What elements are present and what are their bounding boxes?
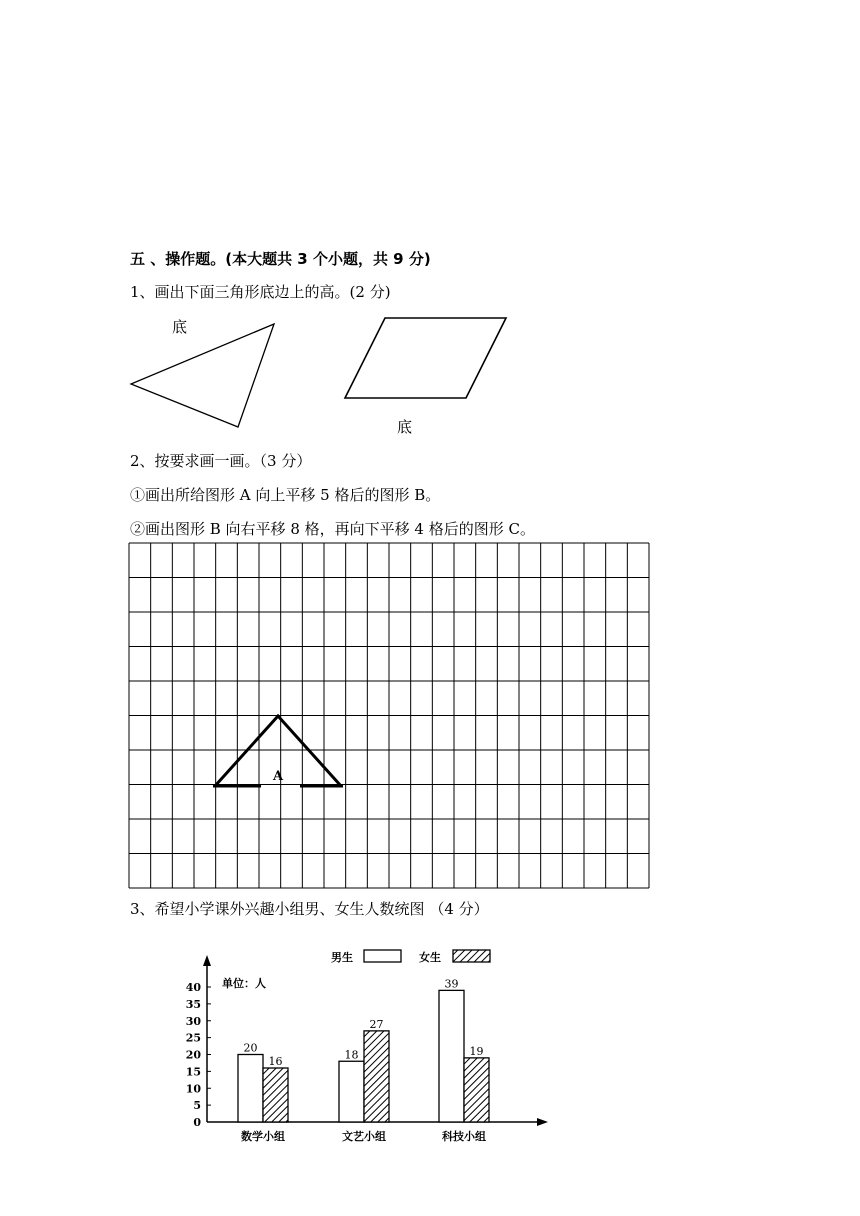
y-tick-label: 5 [193, 1099, 201, 1113]
legend-swatch-male [364, 950, 401, 962]
category-label: 文艺小组 [342, 1130, 386, 1143]
legend-label-male: 男生 [331, 951, 353, 964]
y-tick-label: 0 [193, 1116, 201, 1129]
bar-male [439, 990, 464, 1122]
unit-label: 单位：人 [222, 977, 266, 990]
bar-female [364, 1031, 389, 1122]
parallelogram-base-label: 底 [397, 418, 413, 436]
y-axis-arrow [203, 955, 211, 966]
q3-title: 3、希望小学课外兴趣小组男、女生人数统图 （4 分） [130, 900, 489, 918]
bar-male [238, 1055, 263, 1123]
triangle-base-label: 底 [172, 318, 188, 336]
y-tick-label: 35 [185, 997, 201, 1011]
y-tick-label: 25 [185, 1031, 201, 1045]
bar-female [464, 1058, 489, 1122]
q1-title: 1、画出下面三角形底边上的高。(2 分) [130, 283, 391, 301]
y-tick-label: 40 [185, 981, 201, 994]
bar-value-label: 16 [268, 1055, 283, 1068]
category-label: 数学小组 [241, 1130, 285, 1143]
section-heading: 五 、操作题。(本大题共 3 个小题，共 9 分) [130, 250, 431, 268]
q2-title: 2、按要求画一画。（3 分） [130, 452, 312, 470]
y-tick-label: 30 [185, 1014, 201, 1028]
bar-value-label: 27 [369, 1017, 384, 1031]
y-tick-label: 20 [185, 1048, 201, 1062]
y-tick-label: 10 [185, 1082, 201, 1096]
legend-swatch-female [453, 950, 490, 962]
bar-value-label: 20 [243, 1041, 258, 1055]
q2-item-1: ①画出所给图形 A 向上平移 5 格后的图形 B。 [130, 486, 441, 504]
q2-item-2: ②画出图形 B 向右平移 8 格，再向下平移 4 格后的图形 C。 [130, 520, 535, 538]
bar-value-label: 39 [444, 977, 459, 991]
legend-label-female: 女生 [419, 951, 441, 964]
x-axis-arrow [537, 1118, 548, 1126]
category-label: 科技小组 [442, 1130, 486, 1143]
shape-a-label: A [273, 769, 284, 784]
bar-value-label: 18 [344, 1048, 359, 1062]
bar-value-label: 19 [469, 1044, 484, 1058]
y-tick-label: 15 [185, 1065, 201, 1079]
bar-female [263, 1068, 288, 1122]
bars [238, 977, 489, 1122]
bar-male [339, 1061, 364, 1122]
category-labels [241, 1129, 486, 1143]
